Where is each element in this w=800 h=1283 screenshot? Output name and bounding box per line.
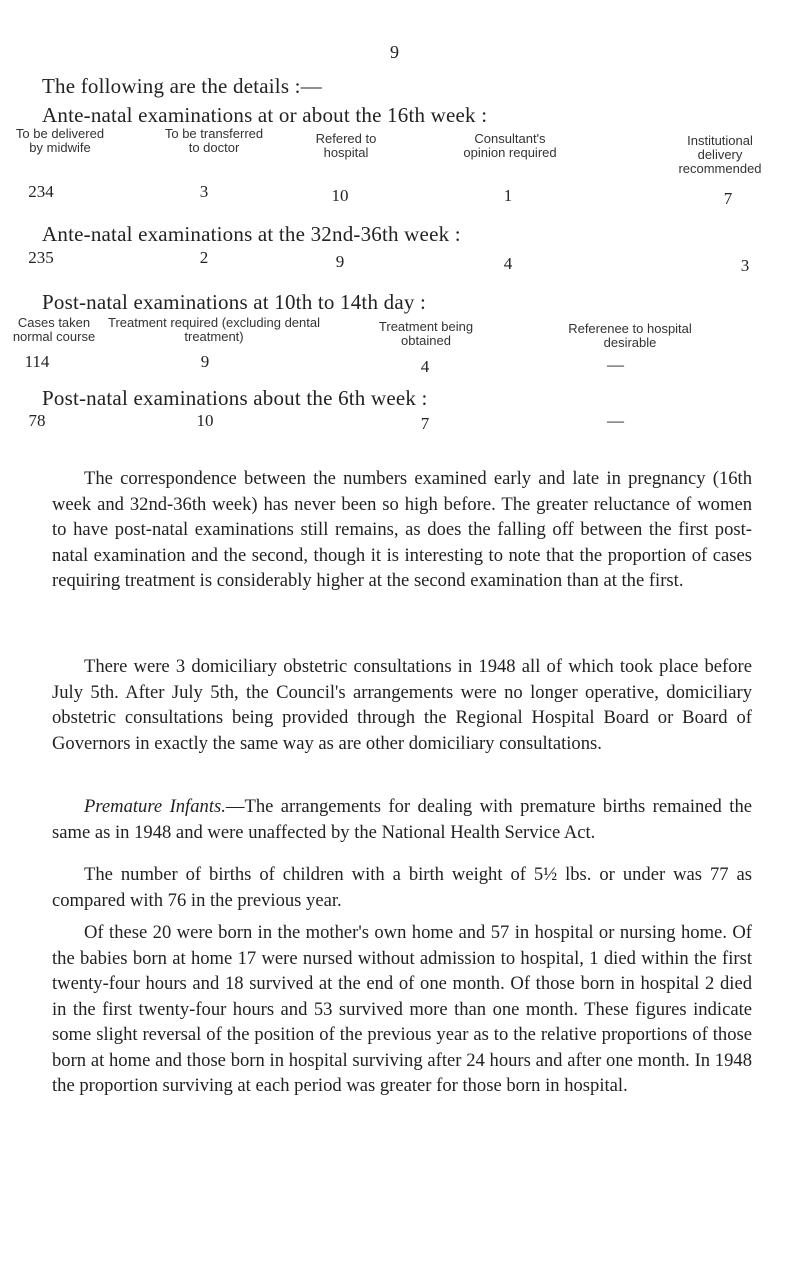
- postnatal-10-heading: Post-natal examinations at 10th to 14th day :: [42, 290, 427, 314]
- col-header-normal-course: Cases taken normal course: [12, 315, 96, 344]
- value-treatment-obtained-6wk: 7: [420, 414, 430, 433]
- value-hospital-16: 10: [331, 186, 349, 205]
- value-treatment-required-6wk: 10: [196, 411, 214, 430]
- value-referenee-6wk: —: [607, 411, 624, 430]
- paragraph-home-hospital: [52, 920, 752, 1099]
- paragraph-premature: [52, 794, 752, 845]
- page-number: 9: [390, 42, 399, 62]
- antenatal-32-heading: Ante-natal examinations at the 32nd-36th week :: [42, 222, 461, 246]
- paragraph-text: The correspondence between the numbers examined early and late in pregnancy (16th week and 32nd-36th week) has never been so high before. The greater reluctance of women to have post-natal examinations still remains, as does the falling off between the first post-natal examination and the second, though it is interesting to note that the proportion of cases requiring treatment is considerably higher at the second examination than at the first.: [52, 468, 752, 591]
- section-title-premature: Premature Infants.: [84, 796, 226, 817]
- value-institutional-16: 7: [723, 189, 733, 208]
- postnatal-6wk-heading: Post-natal examinations about the 6th week :: [42, 386, 428, 410]
- paragraph-text: —The arrangements for dealing with premature births remained the same as in 1948 and were unaffected by the National Health Service Act.: [52, 796, 752, 843]
- value-referenee-10: —: [607, 355, 624, 374]
- paragraph-text: There were 3 domiciliary obstetric consultations in 1948 all of which took place before July 5th. After July 5th, the Council's arrangements were no longer operative, domiciliary obstetric consultations being provided through the Regional Hospital Board or Board of Governors in exactly the same way as are other domiciliary consultations.: [52, 656, 752, 754]
- value-doctor-16: 3: [199, 182, 209, 201]
- paragraph-text: The number of births of children with a birth weight of 5½ lbs. or under was 77 as compared with 76 in the previous year.: [52, 864, 752, 911]
- col-header-doctor: To be transferred to doctor: [164, 126, 264, 155]
- value-treatment-obtained-10: 4: [420, 357, 430, 376]
- value-midwife-16: 234: [28, 182, 54, 201]
- antenatal-16-heading: Ante-natal examinations at or about the 16th week :: [42, 103, 488, 127]
- col-header-consultant: Consultant's opinion required: [463, 131, 557, 160]
- col-header-referenee: Referenee to hospital desirable: [568, 321, 692, 350]
- paragraph-birth-weight: [52, 862, 752, 913]
- intro-line: The following are the details :—: [42, 74, 322, 98]
- col-header-hospital: Refered to hospital: [315, 131, 377, 160]
- col-header-treatment-required: Treatment required (excluding dental treatment): [108, 315, 320, 344]
- value-normal-course-6wk: 78: [28, 411, 46, 430]
- col-header-treatment-obtained: Treatment being obtained: [378, 319, 474, 348]
- value-treatment-required-10: 9: [200, 352, 210, 371]
- paragraph-text: Of these 20 were born in the mother's own home and 57 in hospital or nursing home. Of the babies born at home 17 were nursed without admission to hospital, 1 died within the first twenty-four hours and 18 survived at the end of one month. Of those born in hospital 2 died in the first twenty-four hours and 53 survived more than one month. These figures indicate some slight reversal of the position of the previous year as to the relative proportions of those born at home and those born in hospital surviving after 24 hours and after one month. In 1948 the proportion surviving at each period was greater for those born in hospital.: [52, 922, 752, 1096]
- value-consultant-16: 1: [503, 186, 513, 205]
- value-hospital-32: 9: [335, 252, 345, 271]
- value-consultant-32: 4: [503, 254, 513, 273]
- paragraph-domiciliary: [52, 654, 752, 756]
- paragraph-correspondence: [52, 466, 752, 594]
- value-normal-course-10: 114: [24, 352, 50, 371]
- value-midwife-32: 235: [28, 248, 54, 267]
- col-header-institutional: Institutional delivery recommended: [678, 133, 762, 176]
- col-header-midwife: To be delivered by midwife: [15, 126, 105, 155]
- value-doctor-32: 2: [199, 248, 209, 267]
- value-institutional-32: 3: [740, 256, 750, 275]
